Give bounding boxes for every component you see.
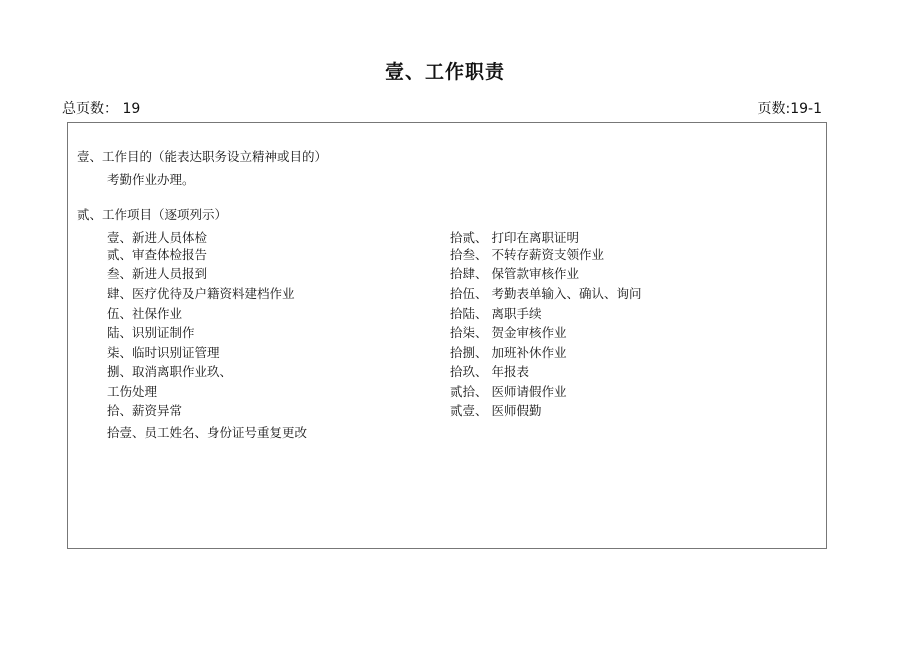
work-item-right: 贰壹、 医师假勤 (450, 403, 542, 418)
work-item-left: 工伤处理 (107, 384, 158, 399)
work-item-left: 柒、临时识别证管理 (107, 345, 220, 360)
work-item-right: 拾贰、 打印在离职证明 (450, 230, 579, 245)
work-item-left: 拾壹、员工姓名、身份证号重复更改 (107, 425, 308, 440)
work-item-left: 贰、审查体检报告 (107, 247, 208, 262)
work-item-left: 肆、医疗优待及户籍资料建档作业 (107, 286, 295, 301)
work-item-right: 拾伍、 考勤表单输入、确认、询问 (450, 286, 642, 301)
total-pages (62, 98, 140, 118)
work-item-right: 拾玖、 年报表 (450, 364, 529, 379)
section-1-content: 考勤作业办理。 (107, 172, 195, 187)
work-item-right: 拾柒、 贺金审核作业 (450, 325, 567, 340)
work-item-right: 拾肆、 保管款审核作业 (450, 266, 579, 281)
content-frame (67, 122, 827, 549)
work-item-right: 贰拾、 医师请假作业 (450, 384, 567, 399)
total-pages-value: 19 (122, 101, 141, 117)
work-item-right: 拾捌、 加班补休作业 (450, 345, 567, 360)
page-number-value: 19-1 (790, 101, 822, 117)
total-pages-label: 总页数： (62, 101, 118, 117)
section-1-heading: 壹、工作目的（能表达职务设立精神或目的） (77, 149, 328, 164)
work-item-left: 陆、识别证制作 (107, 325, 195, 340)
document-title: 壹、工作职责 (384, 61, 505, 83)
work-item-left: 捌、取消离职作业玖、 (107, 364, 233, 379)
work-item-right: 拾叁、 不转存薪资支领作业 (450, 247, 604, 262)
section-2-heading: 贰、工作项目（逐项列示） (77, 207, 228, 222)
work-item-left: 叁、新进人员报到 (107, 266, 208, 281)
page-number (758, 98, 823, 118)
work-item-left: 伍、社保作业 (107, 306, 183, 321)
page-number-label: 页数: (757, 101, 791, 117)
work-item-right: 拾陆、 离职手续 (450, 306, 542, 321)
work-item-left: 壹、新进人员体检 (107, 230, 208, 245)
work-item-left: 拾、薪资异常 (107, 403, 183, 418)
